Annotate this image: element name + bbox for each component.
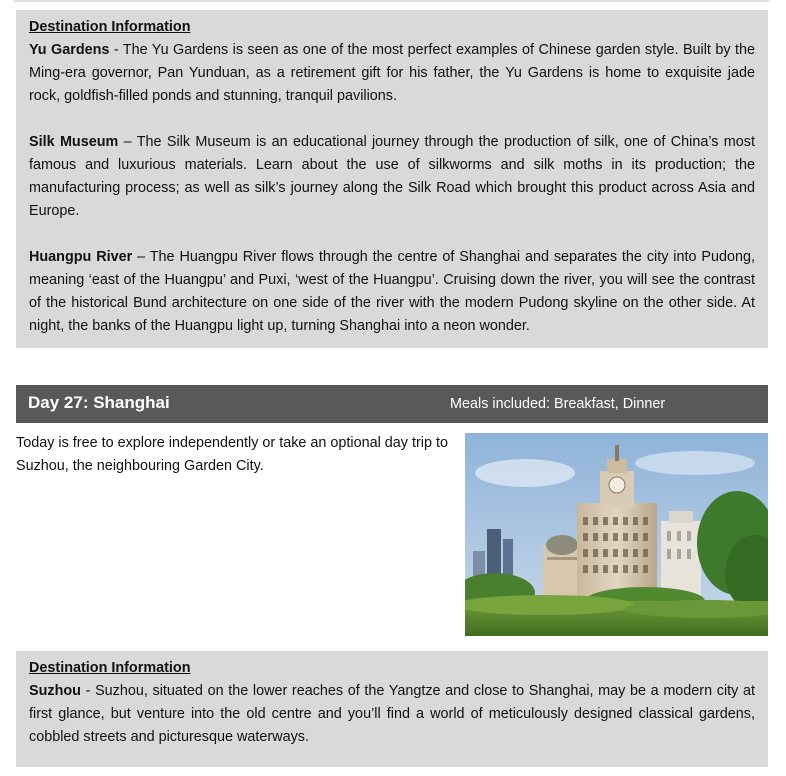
day-description: Today is free to explore independently or take an optional day trip to Suzhou, the neighbouring Garden City. — [16, 435, 448, 474]
destination-info-box-top — [16, 10, 768, 348]
top-divider — [14, 0, 769, 2]
destination-name: Yu Gardens — [29, 42, 110, 58]
destination-item-silk-museum — [29, 131, 755, 223]
destination-description: The Silk Museum is an educational journey through the production of silk, one of China’s most famous and luxurious materials. Learn about the use of silkworms and silk moths in its production; the manufacturing process; as well as silk’s journey along the Silk Road which brought this product across Asia and Europe. — [29, 134, 755, 219]
destination-item-huangpu-river — [29, 246, 755, 338]
destination-description: The Yu Gardens is seen as one of the most perfect examples of Chinese garden style. Built by the Ming-era governor, Pan Yunduan, as a retirement gift for his father, the Yu Gardens is home to exquisite jade rock, goldfish-filled ponds and stunning, tranquil pavilions. — [29, 42, 755, 104]
destination-info-heading: Destination Information — [29, 660, 191, 676]
destination-separator: – — [132, 249, 150, 265]
destination-name: Huangpu River — [29, 249, 133, 265]
day-title: Day 27: Shanghai — [28, 393, 170, 412]
destination-separator: - — [109, 42, 123, 58]
destination-description: The Huangpu River flows through the centre of Shanghai and separates the city into Pudong, meaning ‘east of the Huangpu’ and Puxi, ‘west of the Huangpu’. Cruising down the river, you will see the contrast of the historical Bund architecture on one side of the river with the modern Pudong skyline on the other side. At night, the banks of the Huangpu light up, turning Shanghai into a neon wonder. — [29, 249, 756, 334]
day-header-bar — [16, 385, 768, 423]
meals-included: Meals included: Breakfast, Dinner — [450, 396, 666, 412]
destination-name: Suzhou — [29, 683, 81, 699]
destination-info-heading: Destination Information — [29, 19, 191, 35]
shanghai-bund-photo — [465, 433, 768, 636]
destination-info-box-bottom — [16, 651, 768, 767]
destination-item-yu-gardens — [29, 39, 755, 108]
destination-separator: - — [80, 683, 96, 699]
destination-item-suzhou — [29, 680, 755, 749]
destination-separator: – — [118, 134, 137, 150]
destination-name: Silk Museum — [29, 134, 119, 150]
destination-description: Suzhou, situated on the lower reaches of the Yangtze and close to Shanghai, may be a modern city at first glance, but venture into the old centre and you’ll find a world of meticulously designed classical gardens, cobbled streets and picturesque waterways. — [29, 683, 755, 745]
